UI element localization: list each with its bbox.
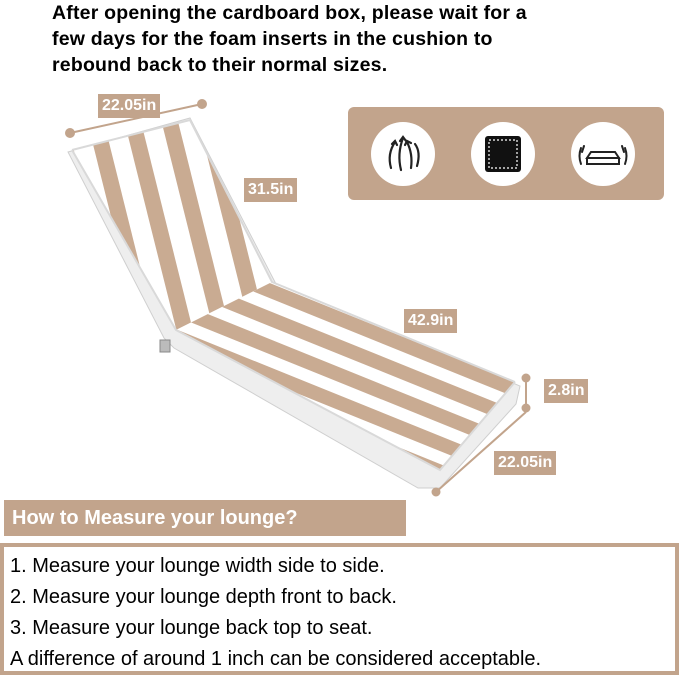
dimension-thickness: 2.8in — [544, 379, 588, 403]
dimension-bottom-width: 22.05in — [494, 451, 556, 475]
measure-step-3: 3. Measure your lounge back top to seat. — [10, 617, 373, 639]
dimension-top-width: 22.05in — [98, 94, 160, 118]
notice-line-2: few days for the foam inserts in the cushion to — [52, 28, 493, 50]
measure-step-1: 1. Measure your lounge width side to side. — [10, 555, 385, 577]
measure-step-2: 2. Measure your lounge depth front to back. — [10, 586, 397, 608]
dimension-back-length: 31.5in — [244, 178, 297, 202]
notice-line-3: rebound back to their normal sizes. — [52, 54, 388, 76]
measure-tolerance-note: A difference of around 1 inch can be considered acceptable. — [10, 648, 542, 670]
measure-steps-box — [0, 543, 679, 675]
notice-line-1: After opening the cardboard box, please wait for a — [52, 2, 527, 24]
dimension-seat-length: 42.9in — [404, 309, 457, 333]
measure-section-title: How to Measure your lounge? — [4, 500, 406, 536]
